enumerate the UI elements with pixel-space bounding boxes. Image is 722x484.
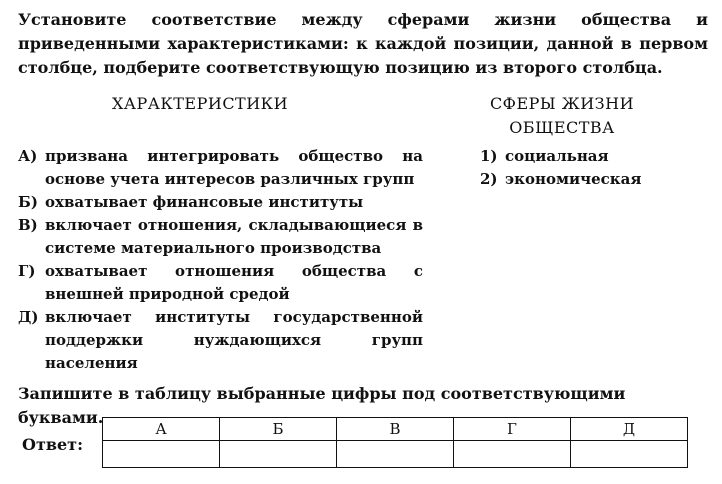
item-marker: 1) — [480, 147, 498, 165]
characteristic-item-a — [18, 145, 423, 191]
answer-letter-cell: Б — [220, 418, 337, 441]
item-text: охватывает финансовые институты — [45, 193, 364, 211]
answer-instruction: Запишите в таблицу выбранные цифры под соответствующими буквами. — [18, 384, 626, 427]
answer-letter-cell: А — [103, 418, 220, 441]
answer-input-cell[interactable] — [103, 441, 220, 468]
item-text: социальная — [505, 147, 609, 165]
characteristics-heading: ХАРАКТЕРИСТИКИ — [111, 94, 289, 113]
item-marker: Б) — [18, 193, 38, 211]
item-marker: Г) — [18, 262, 36, 280]
answer-digits-row — [103, 441, 688, 468]
item-text: экономическая — [505, 170, 642, 188]
item-marker: А) — [18, 147, 38, 165]
item-text: включает институты государственной поддержки нуждающихся групп населения — [45, 308, 423, 372]
item-text: призвана интегрировать общество на основе учета интересов различных групп — [45, 147, 423, 188]
spheres-heading-line1: СФЕРЫ ЖИЗНИ — [489, 94, 635, 113]
answer-letter-cell: В — [337, 418, 454, 441]
answer-input-cell[interactable] — [337, 441, 454, 468]
spheres-list — [480, 145, 700, 191]
answer-input-cell[interactable] — [571, 441, 688, 468]
answer-letters-row — [103, 418, 688, 441]
item-text: включает отношения, складывающиеся в системе материального производства — [45, 216, 423, 257]
characteristic-item-v — [18, 214, 423, 260]
answer-letter-cell: Г — [454, 418, 571, 441]
answer-input-cell[interactable] — [454, 441, 571, 468]
item-marker: 2) — [480, 170, 498, 188]
item-marker: Д) — [18, 308, 39, 326]
characteristic-item-g — [18, 260, 423, 306]
answer-letter-cell: Д — [571, 418, 688, 441]
characteristic-item-b — [18, 191, 423, 214]
item-text: охватывает отношения общества с внешней природной средой — [45, 262, 423, 303]
answer-table — [102, 417, 688, 468]
task-statement: Установите соответствие между сферами жизни общества и приведенными характеристиками: к каждой позиции, данной в первом столбце, подберите соответствующую позицию из второго столбца. — [18, 10, 708, 77]
sphere-item-2 — [480, 168, 700, 191]
characteristics-list — [18, 145, 423, 375]
sphere-item-1 — [480, 145, 700, 168]
answer-label: Ответ: — [22, 435, 83, 454]
item-marker: В) — [18, 216, 38, 234]
answer-input-cell[interactable] — [220, 441, 337, 468]
spheres-heading-line2: ОБЩЕСТВА — [509, 118, 615, 137]
characteristic-item-d — [18, 306, 423, 375]
spheres-heading — [462, 92, 662, 140]
